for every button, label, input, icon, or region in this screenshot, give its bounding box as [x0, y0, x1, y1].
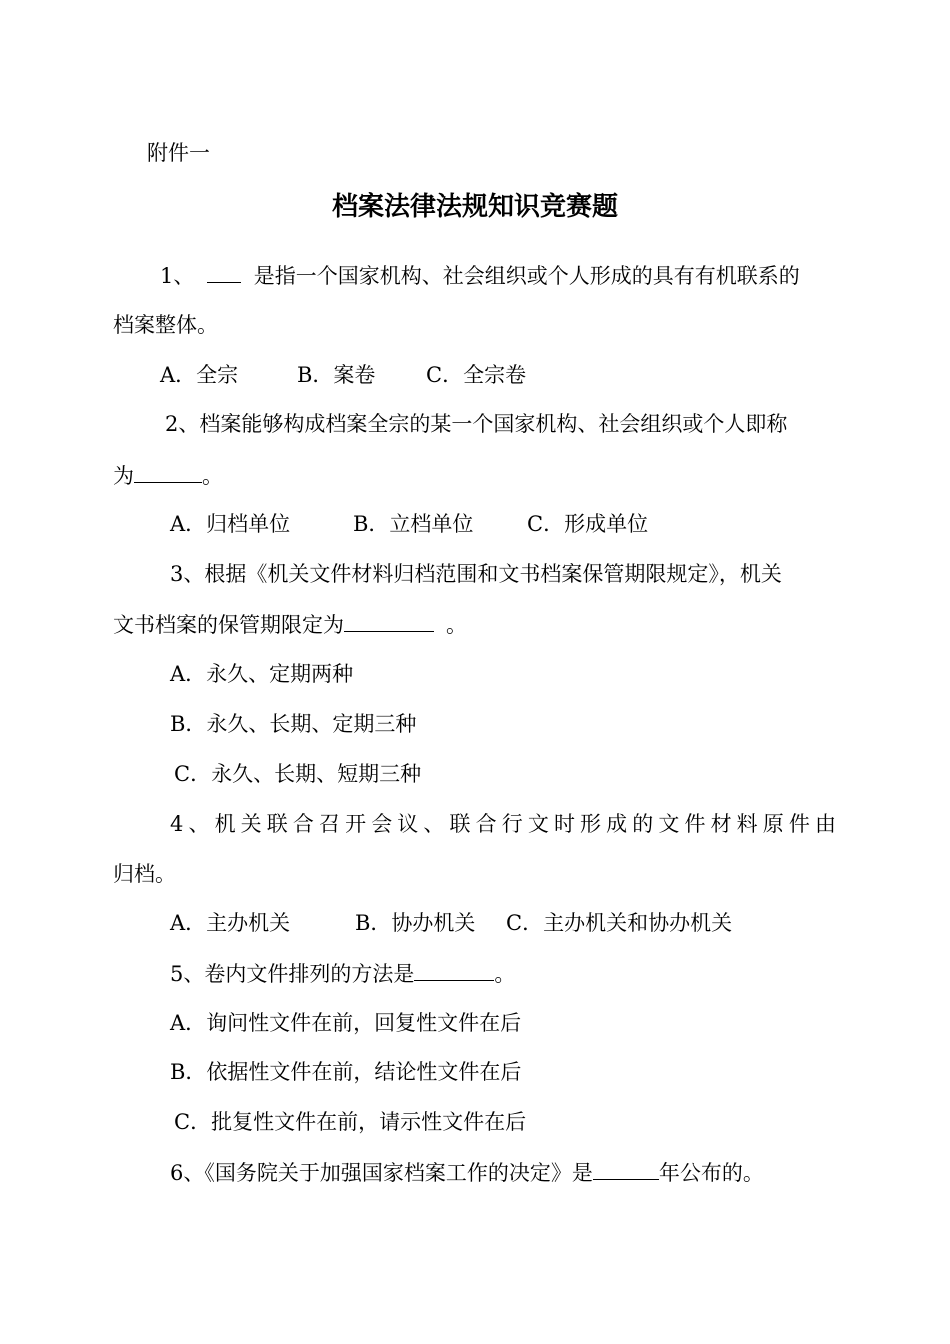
- question-2-text-b-post: 。: [202, 464, 223, 488]
- attachment-label: 附件一: [147, 141, 210, 165]
- question-1-option-a: A．全宗: [160, 363, 239, 387]
- question-3-line-1: 3、根据《机关文件材料归档范围和文书档案保管期限规定》，机关: [170, 562, 782, 586]
- question-2-blank: [134, 462, 202, 483]
- question-5-text-pre: 5、卷内文件排列的方法是: [170, 962, 415, 986]
- question-2-text-b-pre: 为: [113, 464, 134, 488]
- question-3-option-a: A．永久、定期两种: [170, 662, 354, 686]
- question-4-line-1: 4、机关联合召开会议、联合行文时形成的文件材料原件由: [170, 812, 836, 836]
- question-6-text-post: 年公布的。: [658, 1161, 764, 1185]
- question-2-line-1: 2、档案能够构成档案全宗的某一个国家机构、社会组织或个人即称: [165, 412, 788, 436]
- question-3-blank: [344, 611, 434, 632]
- question-1-number: 1、: [160, 264, 195, 288]
- question-3-option-c: C．永久、长期、短期三种: [174, 762, 422, 786]
- question-3-option-b: B．永久、长期、定期三种: [170, 712, 417, 736]
- question-2-line-2: [113, 462, 223, 489]
- question-6-text-pre: 6、《国务院关于加强国家档案工作的决定》是: [170, 1161, 593, 1185]
- question-5-text-post: 。: [494, 962, 516, 986]
- question-3-text-b-pre: 文书档案的保管期限定为: [113, 613, 344, 637]
- question-5-blank: [414, 960, 494, 981]
- question-6-line-1: [170, 1159, 764, 1186]
- question-2-option-a: A．归档单位: [170, 512, 291, 536]
- question-5-option-b: B．依据性文件在前，结论性文件在后: [170, 1060, 522, 1084]
- question-4-option-c: C．主办机关和协办机关: [506, 911, 733, 935]
- page-title: 档案法律法规知识竞赛题: [331, 192, 618, 222]
- question-1-blank: [207, 262, 241, 283]
- question-1-option-b: B．案卷: [297, 363, 376, 387]
- question-3-line-2: [113, 611, 467, 638]
- question-5-option-c: C．批复性文件在前，请示性文件在后: [174, 1110, 527, 1134]
- question-2-option-c: C．形成单位: [527, 512, 649, 536]
- question-4-line-2: 归档。: [113, 862, 176, 886]
- question-6-blank: [593, 1159, 659, 1180]
- question-5-line-1: [170, 960, 515, 987]
- question-4-option-a: A．主办机关: [170, 911, 291, 935]
- question-2-option-b: B．立档单位: [353, 512, 474, 536]
- question-4-option-b: B．协办机关: [355, 911, 476, 935]
- question-1-option-c: C．全宗卷: [426, 363, 527, 387]
- question-1-text-a: 是指一个国家机构、社会组织或个人形成的具有有机联系的: [253, 264, 800, 288]
- question-1-line-2: 档案整体。: [113, 313, 218, 337]
- question-3-text-b-post: 。: [446, 613, 467, 637]
- question-1-line-1: [160, 262, 800, 289]
- question-5-option-a: A．询问性文件在前，回复性文件在后: [170, 1011, 522, 1035]
